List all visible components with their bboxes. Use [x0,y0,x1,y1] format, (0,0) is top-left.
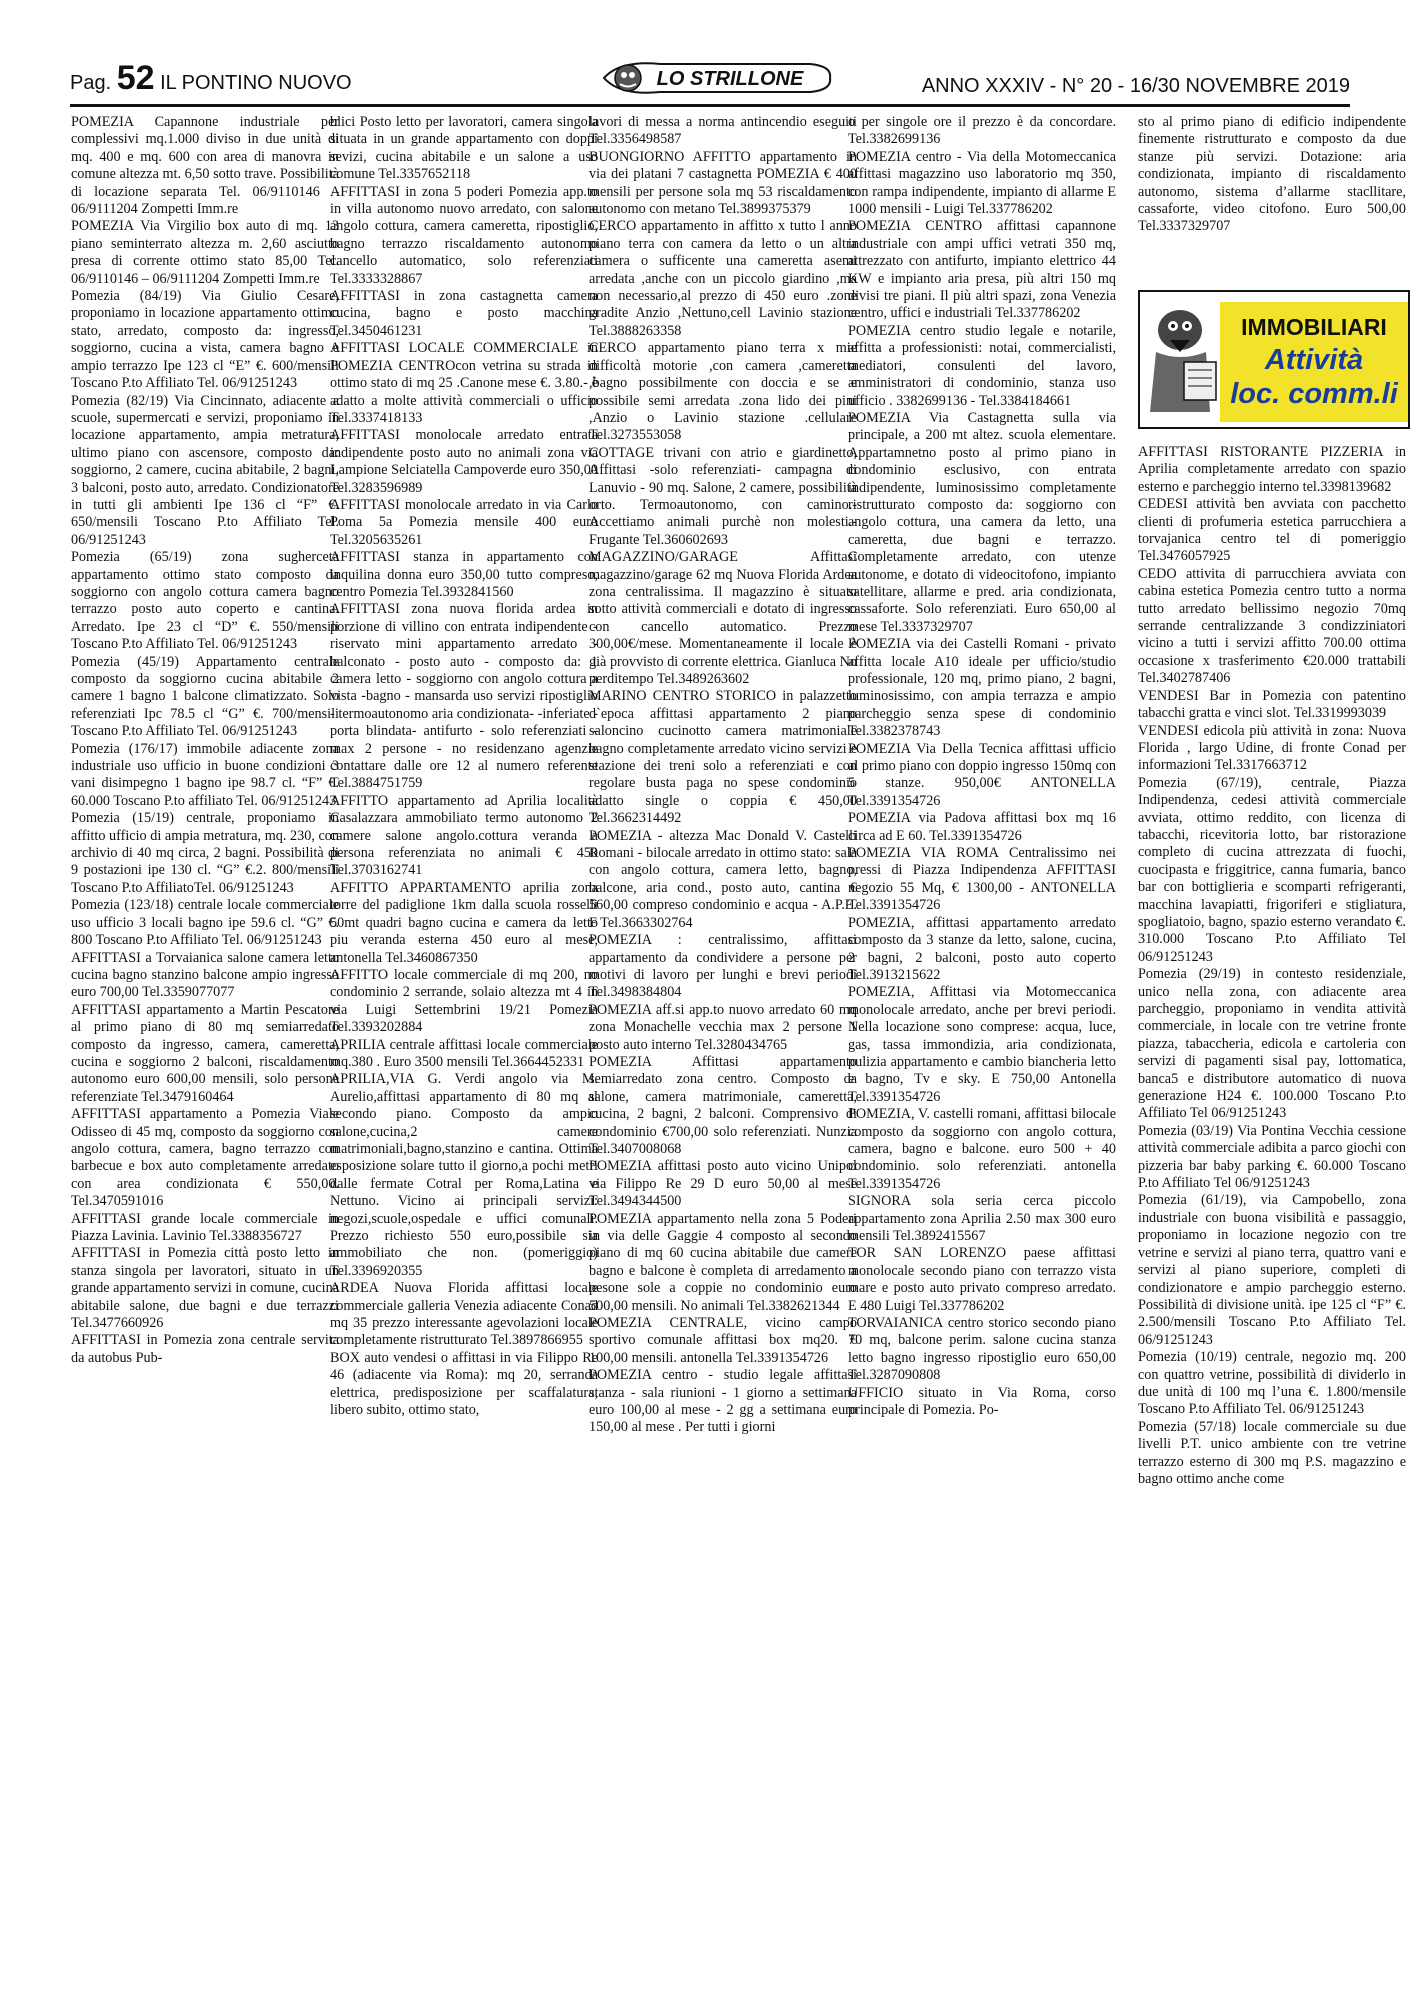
banner-subtitle-2: loc. comm.li [1230,378,1398,410]
classified-ad: CERCO appartamento in affitto x tutto l anno piano terra con camera da letto o un altra camera o sufficente una cameretta asemi arredata ,anche con un piccolo giardino ,ma non necessario,al prezzo di 450 euro .zone gradite Anzio ,Nettuno,cell Lavinio stazione Tel.3888263358 [589,218,857,339]
classified-ad: Pomezia (61/19), via Campobello, zona industriale con buona visibilità e passaggio, proponiamo in locazione negozio con tre vetrine e servizi al piano terra, quattro vani e servizi al piano superiore, completi di condizionatore e ampio parcheggio esterno. Possibilità di divisione unità. ipe 125 cl “F” €. 2.500/mensili Toscano P.to Affiliato Tel. 06/91251243 [1138,1192,1406,1348]
page-header [70,58,1350,104]
classified-ad: TOR SAN LORENZO paese affittasi monolocale secondo piano con terrazzo vista mare e posto auto privato compreso arredato. E 480 Luigi Tel.337786202 [848,1245,1116,1314]
classified-ad: sto al primo piano di edificio indipendente finemente ristrutturato e composto da due stanze più servizi. Dotazione: aria condizionata, impianto di riscaldamento autonomo, sistema d’allarme stacllitare, cassaforte, video citofono. Euro 500,00 Tel.3337329707 [1138,114,1406,235]
page-prefix: Pag. [70,72,112,94]
classified-ad: POMEZIA Capannone industriale per complessivi mq.1.000 diviso in due unità di mq. 400 e mq. 600 con area di manovra in comune altezza mt. 6,50 sotto trave. Possibilità di locazione separata Tel. 06/9110146 – 06/9111204 Zompetti Imm.re [71,114,339,218]
classified-ad: Pomezia (65/19) zona sugherceta appartamento ottimo stato composto da soggiorno con angolo cottura camera bagno terrazzo posto auto coperto e cantina. Arredato. Ipe 23 cl “D” €. 550/mensili Toscano P.to Affiliato Tel. 06/91251243 [71,549,339,653]
classified-ad: POMEZIA centro - Via della Motomeccanica affittasi magazzino uso laboratorio mq 350, con rampa indipendente, impianto di allarme E 1000 mensili - Luigi Tel.337786202 [848,148,1116,218]
header-rule [70,104,1350,107]
classified-ad: Pomezia (123/18) centrale locale commerciale uso ufficio 3 locali bagno ipe 59.6 cl. “G” €. 800 Toscano P.to Affiliato Tel. 06/91251243 [71,897,339,949]
classified-ad: AFFITTASI monolocale arredato in via Carlo Poma 5a Pomezia mensile 400 euro Tel.3205635261 [330,496,598,548]
classified-ad: AFFITTO locale commerciale di mq 200, no condominio 2 serrande, solaio altezza mt 4 in via Luigi Settembrini 19/21 Pomezia Tel.3393202884 [330,966,598,1036]
classified-ad: AFFITTASI appartamento a Pomezia Viale Odisseo di 45 mq, composto da soggiorno con angolo cottura, camera, bagno terrazzo con barbecue e box auto completamente arredato con area condizionata € 550,00. Tel.3470591016 [71,1106,339,1210]
classified-ad: Pomezia (82/19) Via Cincinnato, adiacente a scuole, supermercati e servizi, proponiamo in locazione appartamento, ampia metratura, ultimo piano con ascensore, composto da: soggiorno, 2 camere, cucina abitabile, 2 bagni, 3 balconi, posto auto, arredato. Condizionatore in tutti gli ambienti Ipe 136 cl “F” €. 650/mensili Toscano P.to Affiliato Tel. 06/91251243 [71,392,339,548]
classified-ad: POMEZIA, V. castelli romani, affittasi bilocale composto da soggiorno con angolo cottura, camera, bagno e balcone. euro 500 + 40 condominio. solo referenziati. antonella Tel.3391354726 [848,1106,1116,1192]
classified-ad: AFFITTO APPARTAMENTO aprilia zona torre del padiglione 1km dalla scuola rosselli 50mt quadri bagno cucina e camera da letto piu veranda esterna 450 euro al mese, antonella Tel.3460867350 [330,879,598,966]
classified-ad: POMEZIA aff.si app.to nuovo arredato 60 mq zona Monachelle vecchia max 2 persone 1 posto auto interno Tel.3280434765 [589,1001,857,1053]
classified-ad: AFFITTASI monolocale arredato entrata indipendente posto auto no animali zona via Lampione Selciatella Campoverde euro 350,00 Tel.3283596989 [330,427,598,496]
classified-ad: POMEZIA Via Della Tecnica affittasi ufficio al primo piano con doppio ingresso 150mq con 5 stanze. 950,00€ ANTONELLA Tel.3391354726 [848,740,1116,809]
classified-ad: AFFITTASI a Torvaianica salone camera letto cucina bagno stanzino balcone ampio ingresso euro 700,00 Tel.3359077077 [71,949,339,1001]
classified-ad: POMEZIA centro - studio legale affittasi stanza - sala riunioni - 1 giorno a settimana euro 100,00 al mese - 2 gg a settimana euro 150,00 al mese . Per tutti i giorni [589,1367,857,1436]
classified-ad: AFFITTASI zona nuova florida ardea in porzione di villino con entrata indipendente - riservato mini appartamento arredato - balconato - posto auto - composto da: 1 camera letto - soggiorno con angolo cottura a vista -bagno - mansarda uso servizi ripostiglio - termoautonomo aria condizionata- -inferiate -porta blindata- antifurto - solo referenziati - max 2 persone - no residenzano agenzie contattare dalle ore 12 al numero referente Tel.3884751759 [330,601,598,792]
classified-ad: AFFITTASI in Pomezia città posto letto in stanza singola per lavoratori, situato in un grande appartamento servizi in comune, cucina abitabile salone, due bagni e due terrazzi Tel.3477660926 [71,1245,339,1332]
classified-ad: Pomezia (176/17) immobile adiacente zona industriale uso ufficio in buone condizioni 3 vani disimpegno 1 bagno ipe 98.7 cl. “F” €. 60.000 Toscano P.to affiliato Tel. 06/91251243 [71,740,339,809]
issue-info: ANNO XXXIV - N° 20 - 16/30 NOVEMBRE 2019 [921,75,1350,97]
section-banner [1138,290,1410,429]
classified-ad: POMEZIA centro studio legale e notarile, affitta a professionisti: notai, commercialisti, mediatori, consulenti del lavoro, amministratori di condominio, stanza uso ufficio . 3382699136 - Tel.3384184661 [848,322,1116,409]
classified-ad: COTTAGE trivani con atrio e giardinetto, Affittasi -solo referenziati- campagna di Lanuvio - 90 mq. Salone, 2 camere, possibilità orto. Termoautonomo, con camino.- Accettiamo animali purchè non molesti.- Frugante Tel.360602693 [589,444,857,548]
classified-ad: POMEZIA via Padova affittasi box mq 16 circa ad E 60. Tel.3391354726 [848,810,1116,844]
classified-ad: AFFITTASI in zona castagnetta camera cucina, bagno e posto macchina Tel.3450461231 [330,288,598,339]
classified-ad: SIGNORA sola seria cerca piccolo appartamento zona Aprilia 2.50 max 300 euro mensili Tel.3892415567 [848,1193,1116,1244]
newsboy-mascot-icon [1140,292,1225,427]
classified-ad: POMEZIA VIA ROMA Centralissimo nei pressi di Piazza Indipendenza AFFITTASI negozio 55 Mq, € 1300,00 - ANTONELLA Tel.3391354726 [848,845,1116,914]
classified-ad: Pomezia (10/19) centrale, negozio mq. 200 con quattro vetrine, possibilità di dividerlo in due unità di 100 mq l’una €. 1.800/mensile Toscano P.to Affiliato Tel. 06/91251243 [1138,1349,1406,1418]
classified-ad: VENDESI Bar in Pomezia con patentino tabacchi gratta e vinci slot. Tel.3319993039 [1138,687,1406,722]
ads-column-4 [848,114,1116,1986]
classified-ad: AFFITTASI LOCALE COMMERCIALE in POMEZIA CENTROcon vetrina su strada in ottimo stato di mq 25 .Canone mese €. 3.80.- è adatto a molte attività commerciali o ufficio Tel.3337418133 [330,340,598,426]
classified-ad: POMEZIA Affittasi appartamento semiarredato zona centro. Composto da salone, camera matrimoniale, cameretta, cucina, 2 bagni, 2 balconi. Comprensivo di condominio €700,00 solo referenziati. Nunzia Tel.3407008068 [589,1053,857,1157]
classified-ad: POMEZIA, Affittasi via Motomeccanica monolocale arredato, anche per brevi periodi. Nella locazione sono comprese: acqua, luce, gas, tassa immondizia, aria condizionata, pulizia appartamento e cambio biancheria letto e bagno, Tv e sky. E 750,00 Antonella Tel.3391354726 [848,984,1116,1105]
classified-ad: AFFITTASI grande locale commerciale in Piazza Lavinia. Lavinio Tel.3388356727 [71,1210,339,1244]
classified-ad: Pomezia (67/19), centrale, Piazza Indipendenza, cedesi attività commerciale avviata, ottimo reddito, con licenza di tabacchi, ricevitoria lotto, bar ristorazione completo di cucina attrezzata di fuochi, cuocipasta e friggitrice, canna fumaria, banco bar con bottiglieria e scomparti refrigeranti, macchina lavapiatti, frigoriferi e stigliatura, spogliatoio, bagno, spazio esterno verandato €. 310.000 Toscano P.to Affiliato Tel 06/91251243 [1138,774,1406,965]
banner-title: IMMOBILIARI [1241,314,1387,340]
classified-ad: CEDO attivita di parrucchiera avviata con cabina estetica Pomezia centro tutto a norma tutto arredato bellissimo negozio 70mq serrande centralizzande 3 condizziniatori vicino a tutti i servizi affitto 700.00 ottima occasione x trasferimento €20.000 trattabili Tel.3402787406 [1138,565,1406,687]
classified-ad: APRILIA,VIA G. Verdi angolo via M. Aurelio,affittasi appartamento di 80 mq al secondo piano. Composto da ampio salone,cucina,2 camere matrimoniali,bagno,stanzino e cantina. Ottima esposizione solare tutto il giorno,a pochi metri dalle fermate Cotral per Roma,Latina e Nettuno. Vicino ai principali servizi: negozi,scuole,ospedale e uffici comunali. Prezzo richiesto 550 euro,possibile sia ammobiliato che non. (pomeriggio) Tel.3396920355 [330,1071,598,1279]
classified-ad: POMEZIA, affittasi appartamento arredato composto da 3 stanze da letto, salone, cucina, 2 bagni, 2 balconi, posto auto coperto Tel.3913215622 [848,914,1116,983]
classified-ad: BUONGIORNO AFFITTO appartamento in via dei platani 7 castagnetta POMEZIA € 400 mensili per persone sola mq 53 riscaldamento autonomo con metano Tel.3899375379 [589,148,857,218]
classified-ad: Pomezia (84/19) Via Giulio Cesare, proponiamo in locazione appartamento ottimo stato, arredato, composto da: ingresso, soggiorno, cucina a vista, camera bagno e ampio terrazzo Ipe 123 cl “E” €. 600/mensili Toscano P.to Affiliato Tel. 06/91251243 [71,288,339,392]
classified-ad: POMEZIA Via Castagnetta sulla via principale, a 200 mt altez. scuola elementare. Appartamnetno posto al primo piano in condominio esclusivo, con entrata indipendente, luminosissimo completamente ristrutturato composto da: soggiorno con angolo cottura, una camera da letto, una cameretta, due bagni e terrazzo. Completamente arredato, con utenze autonome, e dotato di videocitofono, impianto satellitare, allarme e pred. aria condizionata, cassaforte. Solo referenziati. Euro 650,00 al mese Tel.3337329707 [848,409,1116,635]
classified-ad: MARINO CENTRO STORICO in palazzetto d`epoca affittasi appartamento 2 piano saloncino cucinotto camera matrimoniale bagno completamente arredato vicino servizi e stazione dei treni solo a referenziati e con regolare busta paga no spese condominio adatto single o coppia € 450,00 Tel.3662314492 [589,688,857,827]
classified-ad: UFFICIO situato in Via Roma, corso principale di Pomezia. Po- [848,1384,1116,1419]
classified-ad: VENDESI edicola più attività in zona: Nuova Florida , largo Udine, di fronte Conad per informazioni Tel.3317663712 [1138,722,1406,774]
classified-ad: POMEZIA affittasi posto auto vicino Unipol via Filippo Re 29 D euro 50,00 al mese Tel.3494344500 [589,1158,857,1210]
classified-ad: POMEZIA : centralissimo, affittasi appartamento da condividere a persone per motivi di lavoro per lunghi e brevi periodi Tel.3498384804 [589,932,857,1001]
banner-subtitle: Attività [1264,344,1364,376]
classified-ad: MAGAZZINO/GARAGE Affittasi magazzino/garage 62 mq Nuova Florida Ardea zona centralissima. Il magazzino è situato sotto attività commerciali e dotato di ingresso con cancello automatico. Prezzo 300,00€/mese. Momentaneamente il locale è già provvisto di corrente elettrica. Gianluca No perditempo Tel.3489263602 [589,549,857,687]
classified-ad: POMEZIA Via Virgilio box auto di mq. 13 piano seminterrato altezza m. 2,60 asciutto presa di corrente ottimo stato 85,00 Tel. 06/9110146 – 06/9111204 Zompetti Imm.re [71,218,339,287]
page-number: 52 [116,59,155,97]
attivita-section [1138,444,1406,1488]
classified-ad: AFFITTASI appartamento a Martin Pescatore al primo piano di 80 mq semiarredato composto da ingresso, camera, cameretta, cucina e soggiorno 2 balconi, riscaldamento autonomo euro 600,00 mensili, solo persone referenziate Tel.3479160464 [71,1001,339,1105]
classified-ad: CEDESI attività ben avviata con pacchetto clienti di profumeria estetica parrucchiera a torvajanica centro tel di pomeriggio Tel.3476057925 [1138,496,1406,565]
classified-ad: Pomezia (15/19) centrale, proponiamo in affitto ufficio di ampia metratura, mq. 230, con archivio di 40 mq circa, 2 bagni. Possibilità di 9 postazioni ipe 130 cl. “G” €.2. 800/mensili Toscano P.to AffiliatoTel. 06/91251243 [71,810,339,896]
classified-ad: AFFITTASI in Pomezia zona centrale servita da autobus Pub- [71,1332,339,1366]
banner-label [1220,302,1408,422]
logo-text: LO STRILLONE [656,68,804,90]
classified-ad: Pomezia (03/19) Via Pontina Vecchia cessione attività commerciale adibita a parco giochi con pizzeria bar baby parking €. 60.000 Toscano P.to Affiliato Tel 06/91251243 [1138,1122,1406,1192]
classified-ad: BOX auto vendesi o affittasi in via Filippo Re 46 (adiacente via Roma): mq 20, serranda elettrica, predisposizione per scaffalatura, libero subito, ottimo stato, [330,1349,598,1419]
classified-ad: AFFITTASI RISTORANTE PIZZERIA in Aprilia completamente arredato con spazio esterno e parcheggio interno tel.3398139682 [1138,444,1406,495]
classified-ad: ARDEA Nuova Florida affittasi locale commerciale galleria Venezia adiacente Conad mq 35 prezzo interessante agevolazioni locale completamente ristrutturato Tel.3897866955 [330,1280,598,1349]
classified-ad: Pomezia (45/19) Appartamento centrale composto da soggiorno cucina abitabile 2 camere 1 bagno 1 balcone climatizzato. Solo referenziati Ipc 78.5 cl “G” €. 700/mensili Toscano P.to Affiliato Tel. 06/91251243 [71,653,339,740]
classified-ad: CERCO appartamento piano terra x mie difficoltà motorie ,con camera ,cameretta ,bagno possibilmente con doccia e se e possibile semi arredata .zona lido dei pini ,Anzio o Lavinio stazione .cellulare Tel.3273553058 [589,340,857,444]
classified-ad: POMEZIA CENTRO affittasi capannone industriale con ampi uffici vetrati 350 mq, attrezzato con antifurto, impianto elettrico 44 KW e impianto aria presa, più altri 150 mq divisi tre piani. Il più altri spazi, zona Venezia centro, uffici e industriali Tel.337786202 [848,218,1116,322]
classified-ad: POMEZIA - altezza Mac Donald V. Castelli Romani - bilocale arredato in ottimo stato: sala con angolo cottura, camera letto, bagno, balcone, aria cond., posto auto, cantina € 560,00 compreso condominio e acqua - A.P.E. F Tel.3663302764 [589,827,857,931]
page-header-left [70,59,352,98]
ads-column-3 [589,114,857,1986]
classified-ad: TORVAIANICA centro storico secondo piano 70 mq, balcone perim. salone cucina stanza letto bagno ingresso ripostiglio euro 650,00 Tel.3287090808 [848,1315,1116,1384]
classified-ad: lavori di messa a norma antincendio eseguiti Tel.3356498587 [589,114,857,148]
classified-ad: AFFITTASI stanza in appartamento con inquilina donna euro 350,00 tutto compreso, centro Pomezia Tel.3932841560 [330,549,598,600]
classified-ad: Pomezia (57/18) locale commerciale su due livelli P.T. unico ambiente con tre vetrine terrazzo esterno di 300 mq P.S. magazzino e bagno ottimo anche come [1138,1418,1406,1487]
classified-ad: blici Posto letto per lavoratori, camera singola situata in un grande appartamento con doppi sevizi, cucina abitabile e un salone a uso comune Tel.3357652118 [330,114,598,183]
classified-ad: POMEZIA via dei Castelli Romani - privato affitta locale A10 ideale per ufficio/studio professionale, 120 mq, primo piano, 2 bagni, luminosissimo, con ampia terrazza e ampio parcheggio senza spese di condominio Tel.3382378743 [848,636,1116,740]
classified-ad: Pomezia (29/19) in contesto residenziale, unico nella zona, con adiacente area parcheggio, proponiamo in vendita attività commerciale, in locale con tre vetrine fronte piazza, tabaccheria, edicola e cartoleria con servizi di pagamenti sisal pay, lottomatica, banca5 e distributore automatico di nuova generazione H24 €. 100.000 Toscano P.to Affiliato Tel 06/91251243 [1138,966,1406,1122]
classified-ad: AFFITTASI in zona 5 poderi Pomezia app.to in villa autonomo nuovo arredato, con salone angolo cottura, camera cameretta, ripostiglio, bagno terrazzo riscaldamento autonomo cancello automatico, solo referenziati Tel.3333328867 [330,183,598,287]
paper-name: IL PONTINO NUOVO [160,72,352,94]
ads-column-2 [330,114,598,1986]
classified-ad: APRILIA centrale affittasi locale commerciale mq.380 . Euro 3500 mensili Tel.3664452331 [330,1036,598,1070]
lo-strillone-logo [600,58,835,98]
ads-column-1 [71,114,339,1986]
classified-ad: POMEZIA CENTRALE, vicino campo sportivo comunale affittasi box mq20. € 100,00 mensili. antonella Tel.3391354726 [589,1315,857,1366]
classified-ad: AFFITTO appartamento ad Aprilia località Casalazzara ammobiliato termo autonomo 2 camere salone angolo.cottura veranda a persona referenziata no animali € 450 Tel.3703162741 [330,792,598,879]
classified-ad: o per singole ore il prezzo è da concordare. Tel.3382699136 [848,114,1116,148]
classified-ad: POMEZIA appartamento nella zona 5 Poderi in via delle Gaggie 4 composto al secondo piano di mq 60 cucina abitabile due camere bagno e balcone è completa di arredamento a pesone sole a coppie no condominio euro 500,00 mensili. No animali Tel.3382621344 [589,1210,857,1314]
